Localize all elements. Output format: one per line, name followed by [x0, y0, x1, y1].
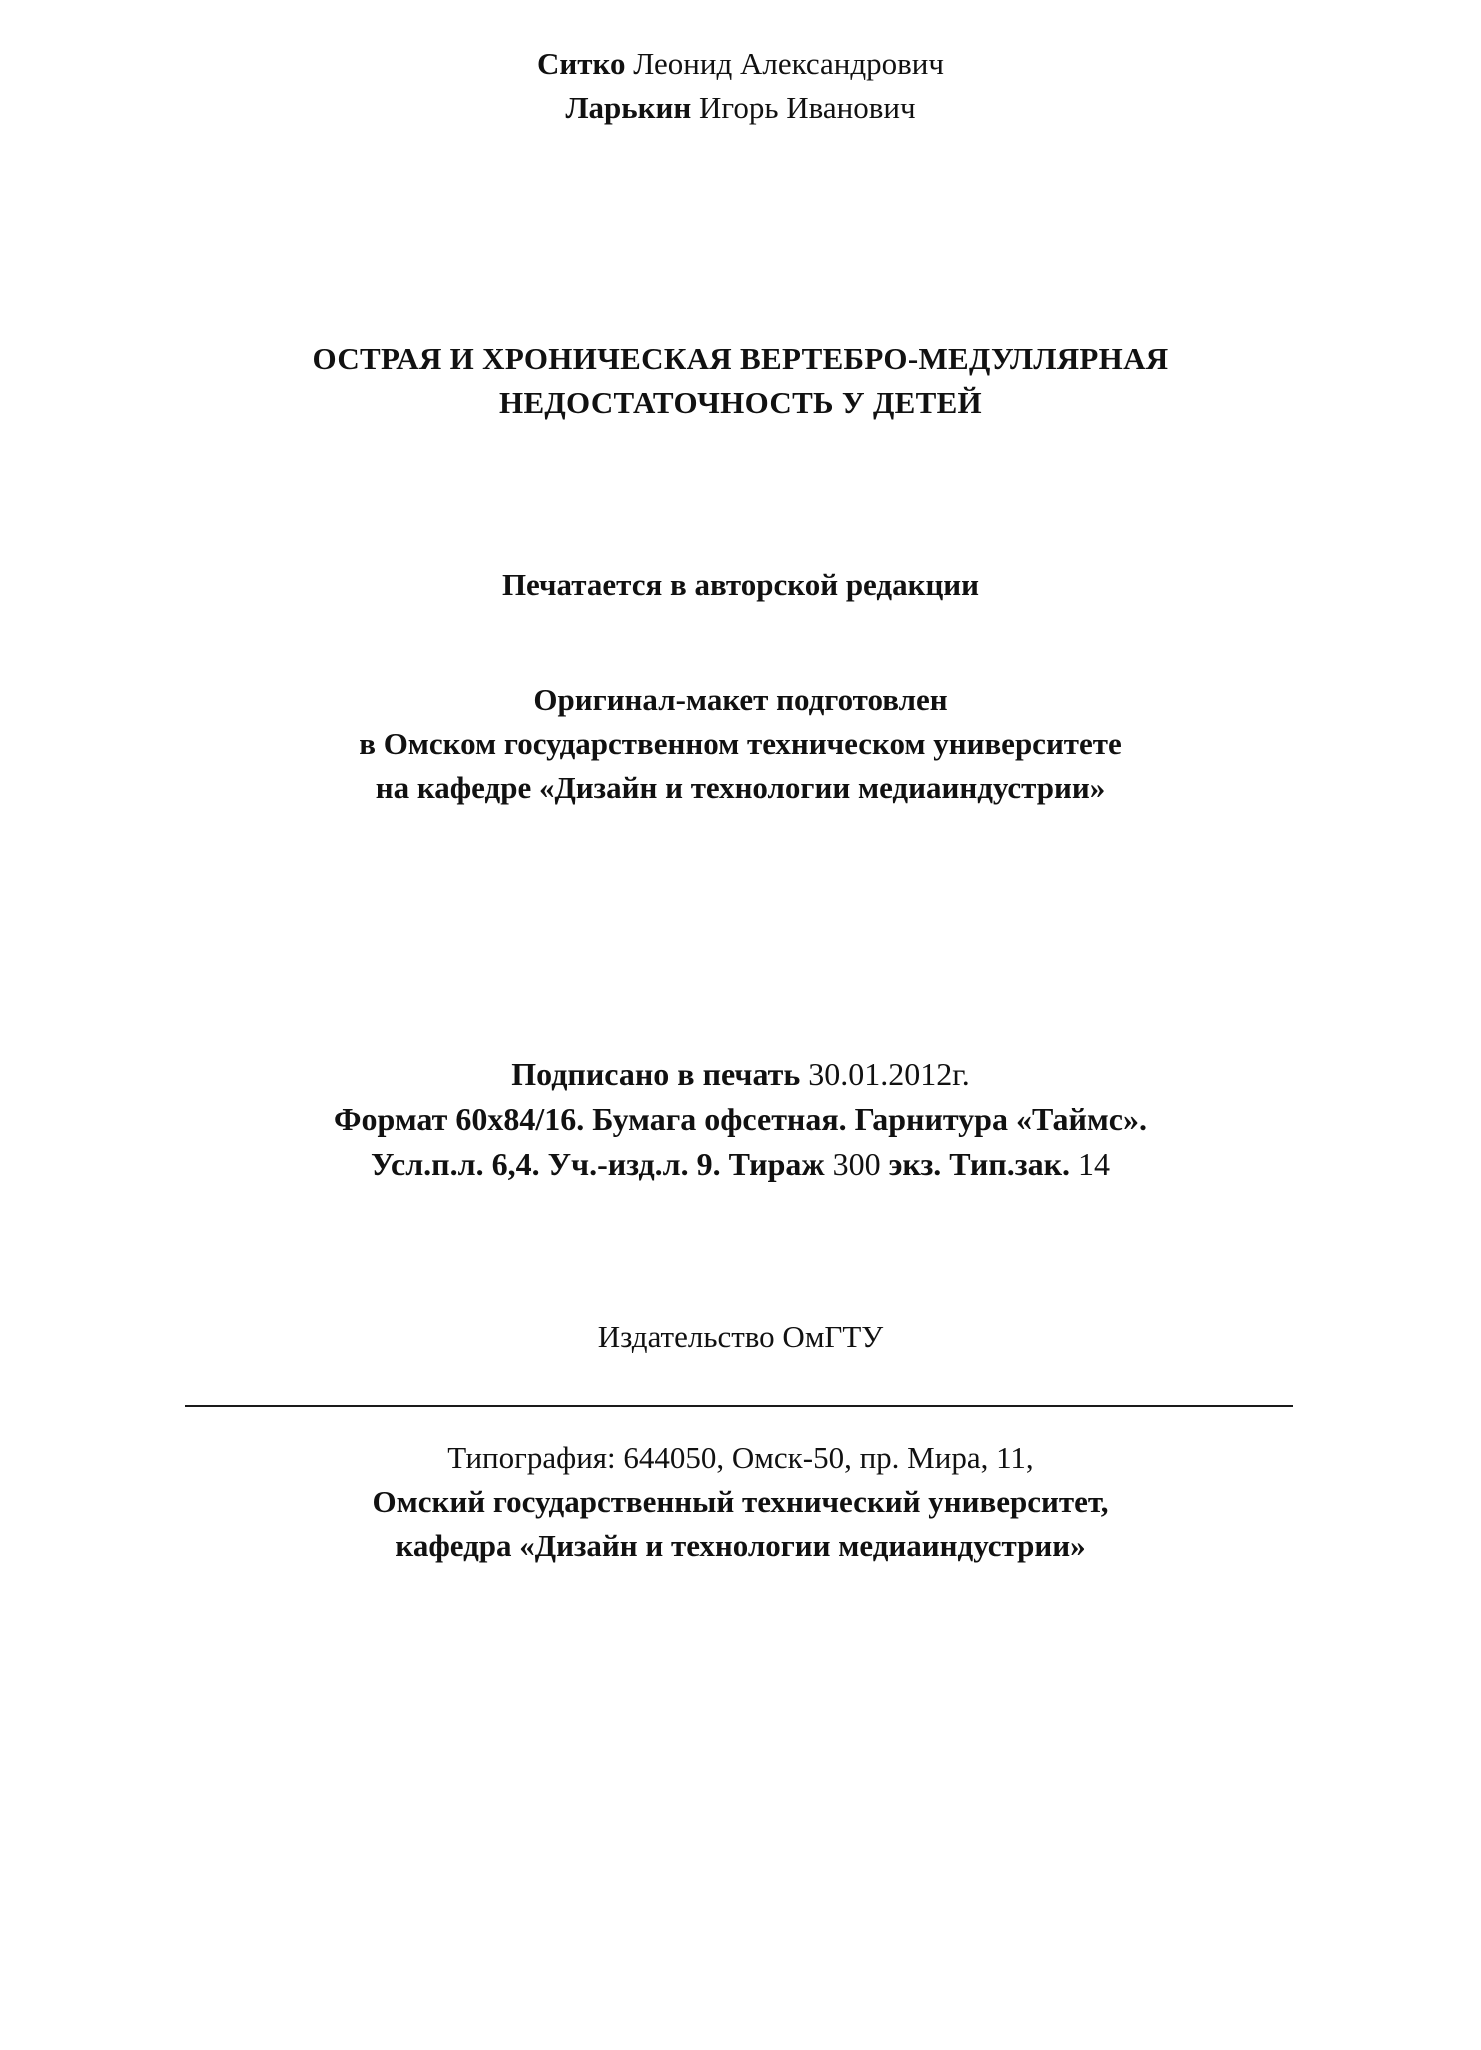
author-surname: Ситко [537, 46, 626, 81]
print-info [0, 1052, 1481, 1187]
print-stats-label: Усл.п.л. 6,4. Уч.-изд.л. 9. Тираж [370, 1146, 833, 1182]
print-stats-line [0, 1142, 1481, 1187]
author-line [0, 42, 1481, 86]
author-surname: Ларькин [565, 90, 692, 125]
format-line: Формат 60х84/16. Бумага офсетная. Гарнитура «Таймс». [334, 1101, 1147, 1137]
print-run: 300 [832, 1146, 881, 1182]
print-order-number: 14 [1078, 1146, 1111, 1182]
publisher-name: Издательство ОмГТУ [597, 1319, 884, 1354]
edition-note-text: Печатается в авторской редакции [501, 567, 980, 602]
printing-house-university: Омский государственный технический университет, [372, 1484, 1109, 1519]
publisher [0, 1315, 1481, 1359]
layout-note-line: Оригинал-макет подготовлен [533, 682, 948, 717]
layout-note [0, 678, 1481, 810]
print-order-label: экз. Тип.зак. [880, 1146, 1079, 1182]
authors-block [0, 42, 1481, 130]
layout-note-line: в Омском государственном техническом университете [359, 726, 1122, 761]
divider-rule [185, 1405, 1293, 1407]
printing-house-address [0, 1436, 1481, 1480]
book-title-line: НЕДОСТАТОЧНОСТЬ У ДЕТЕЙ [499, 385, 982, 420]
printing-house [0, 1436, 1481, 1568]
printing-house-department: кафедра «Дизайн и технологии медиаиндустрии» [395, 1528, 1086, 1563]
book-title [0, 337, 1481, 425]
signed-date: 30.01.2012г. [808, 1056, 970, 1092]
layout-note-line: на кафедре «Дизайн и технологии медиаиндустрии» [375, 770, 1106, 805]
signed-label: Подписано в печать [511, 1056, 809, 1092]
printing-house-address-text: 644050, Омск-50, пр. Мира, 11, [623, 1440, 1034, 1475]
edition-note [0, 563, 1481, 607]
signed-to-print-line [0, 1052, 1481, 1097]
printing-house-label: Типография: [447, 1440, 624, 1475]
author-line [0, 86, 1481, 130]
author-given-names: Игорь Иванович [699, 90, 916, 125]
book-title-line: ОСТРАЯ И ХРОНИЧЕСКАЯ ВЕРТЕБРО-МЕДУЛЛЯРНАЯ [312, 341, 1169, 376]
author-given-names: Леонид Александрович [633, 46, 944, 81]
